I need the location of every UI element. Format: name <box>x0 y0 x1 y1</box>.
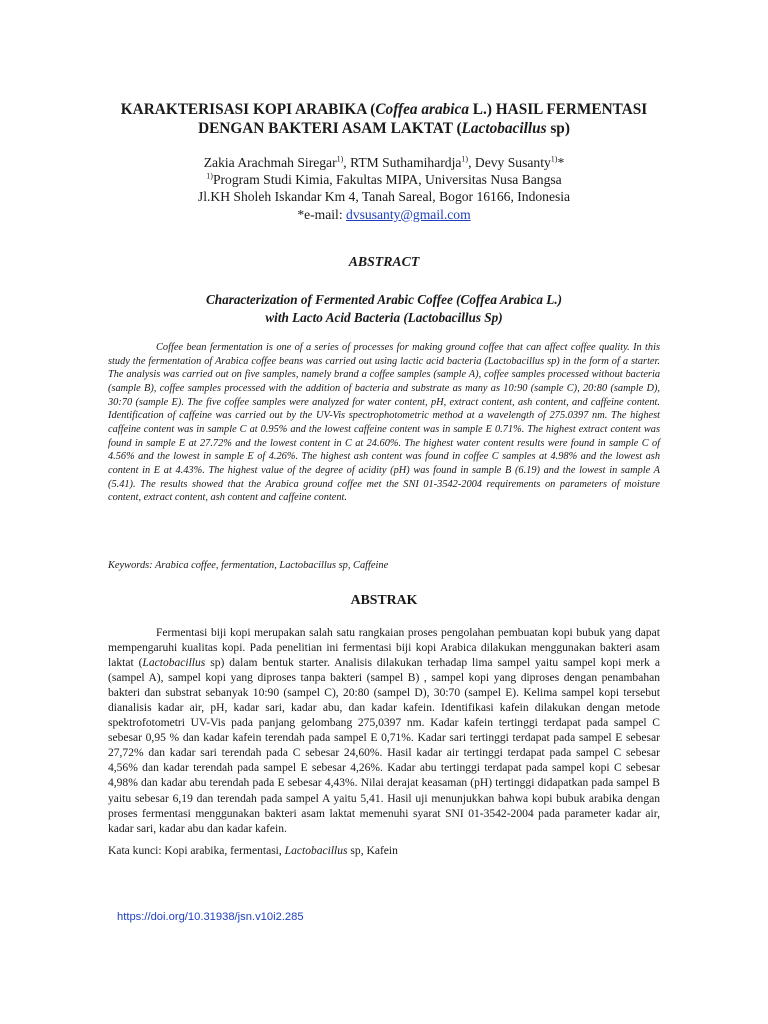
abstract-heading: ABSTRACT <box>348 254 420 269</box>
english-title: Characterization of Fermented Arabic Coffee (Coffea Arabica L.) with Lacto Acid Bacteria (Lactobacillus Sp) <box>205 292 563 325</box>
author-names: Zakia Arachmah Siregar$^{1)}$, RTM Suthamihardja$^{1)}$, Devy Susanty$^{1)}$* <box>203 154 565 170</box>
english-keywords: Keywords: Arabica coffee, fermentation, Lactobacillus sp, Caffeine <box>108 560 389 571</box>
affiliation: $^{1)}$Program Studi Kimia, Fakultas MIPA, Universitas Nusa Bangsa <box>206 171 562 188</box>
indonesian-keywords: Kata kunci: Kopi arabika, fermentasi, Lactobacillus sp, Kafein <box>108 845 398 857</box>
email-line: *e-mail: dvsusanty@gmail.com <box>297 206 471 222</box>
author-block <box>60 154 708 223</box>
doi-link[interactable]: https://doi.org/10.31938/jsn.v10i2.285 <box>117 911 304 923</box>
abstrak-heading: ABSTRAK <box>350 592 418 607</box>
english-abstract-body: Coffee bean fermentation is one of a series of processes for making ground coffee that can affect coffee quality. In this study the fermentation of Arabica coffee beans was carried out using lactic acid bacteria (Lactobacillus sp) in the form of a starter. The analysis was carried out on five samples, namely brand a coffee samples (sample A), coffee samples processed without bacteria (sample B), coffee samples processed with the addition of bacteria and substrate as many as 10:90 (sample C), 20:80 (sample D), 30:70 (sample E). The five coffee samples were analyzed for water content, pH, extract content, ash content, and caffeine content. Identification of caffeine was carried out by the UV-Vis spectrophotometric method at a wavelength of 275.0397 nm. The highest caffeine content was in sample C at 0.95% and the lowest caffeine content was in sample E 0.71%. The highest extract content was found in sample E at 27.72% and the lowest content in C at 24.60%. The highest water content results were found in sample C of 4.56% and the lowest in sample E of 4.26%. The highest ash content was found in coffee C samples at 4.98% and the lowest ash content in E at 4.43%. The highest value of the degree of acidity (pH) was found in sample B (6.19) and the lowest in sample A (5.41). The results showed that the Arabica ground coffee met the SNI 01-3542-2004 requirements on parameters of moisture content, extract content, ash content and caffeine content. <box>108 342 660 504</box>
email-link[interactable]: dvsusanty@gmail.com <box>346 206 471 222</box>
paper-title: KARAKTERISASI KOPI ARABIKA (Coffea arabica L.) HASIL FERMENTASI DENGAN BAKTERI ASAM LAKTAT (Lactobacillus sp) <box>120 101 648 137</box>
address: Jl.KH Sholeh Iskandar Km 4, Tanah Sareal, Bogor 16166, Indonesia <box>197 189 571 205</box>
indonesian-abstract-body: Fermentasi biji kopi merupakan salah satu rangkaian proses pengolahan pembuatan kopi bubuk yang dapat mempengaruhi kualitas kopi. Pada penelitian ini fermentasi biji kopi Arabica dilakukan menggunakan bakteri asam laktat (Lactobacillus sp) dalam bentuk starter. Analisis dilakukan terhadap lima sampel yaitu sampel kopi merk a (sampel A), sampel kopi yang diproses tanpa bakteri (sampel B) , sampel kopi yang diproses dengan penambahan bakteri dan substrat sebanyak 10:90 (sampel C), 20:80 (sampel D), 30:70 (sampel E). Kelima sampel kopi tersebut dianalisis kadar air, pH, kadar sari, kadar abu, dan kadar kafein. Identifikasi kafein dilakukan dengan metode spektrofotometri UV-Vis pada panjang gelombang 275,0397 nm. Kadar kafein tertinggi terdapat pada sampel C sebesar 0,95 % dan kadar kafein terendah pada sampel E 0,71%. Kadar sari tertinggi terdapat pada sampel E sebesar 27,72% dan kadar sari terendah pada C sebesar 24,60%. Hasil kadar air tertinggi terdapat pada sampel C sebesar 4,56% dan kadar terendah pada sampel E sebesar 4,26%. Kadar abu tertinggi terdapat pada sampel kopi C sebesar 4,98% dan kadar abu terendah pada E sebesar 4,43%. Nilai derajat keasaman (pH) tertinggi didapatkan pada sampel B yaitu sebesar 6,19 dan terendah pada sampel A yaitu 5,41. Hasil uji menunjukkan bahwa kopi bubuk arabika dengan proses fermentasi menggunakan bakteri asam laktat memenuhi syarat SNI 01-3542-2004 pada parameter kadar air, kadar sari, kadar abu dan kadar kafein. <box>108 627 660 835</box>
